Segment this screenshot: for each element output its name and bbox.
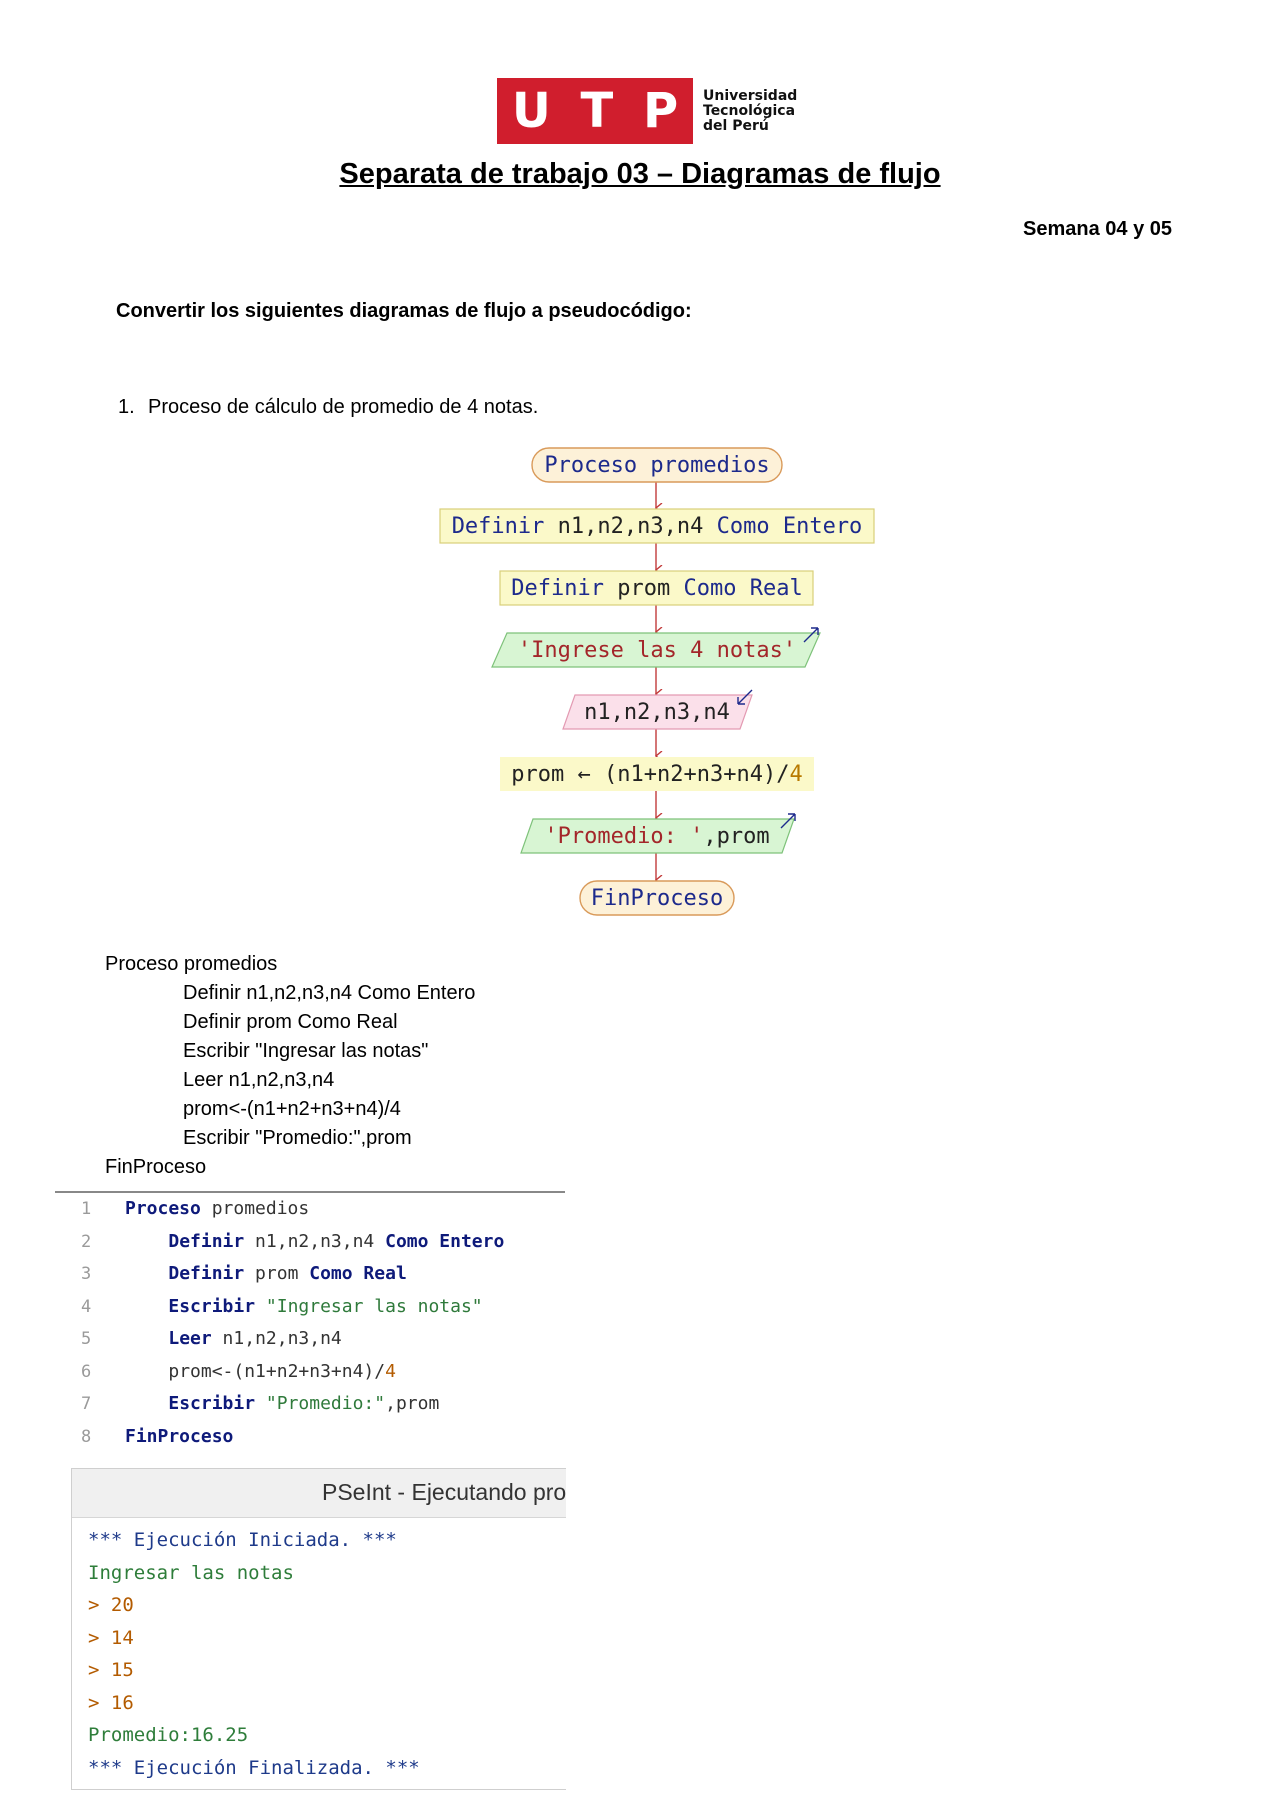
execution-console: [71, 1468, 566, 1790]
console-line: > 20: [88, 1594, 134, 1616]
svg-text:Definir prom Como: [511, 576, 802, 601]
logo-mark: [497, 78, 693, 144]
code-keyword: Escribir: [168, 1295, 256, 1317]
code-line: [55, 1291, 565, 1324]
code-line: [55, 1356, 565, 1389]
list-item-number: 1.: [118, 396, 135, 418]
pseudocode-line: Leer n1,n2,n3,n4: [183, 1069, 335, 1091]
logo-letter-t: T: [580, 83, 614, 139]
logo-wordmark: [703, 89, 797, 134]
code-keyword: Como Real: [309, 1263, 407, 1284]
logo-letter-u: U: [511, 83, 551, 139]
code-identifier: prom<-(n1+n2+n3+n4)/: [168, 1360, 386, 1382]
pseudocode-line: Proceso promedios: [105, 953, 278, 975]
flow-end-terminal: [580, 881, 734, 915]
flow-input-notes: [563, 690, 752, 729]
instruction-text: Convertir los siguientes diagramas de flujo a pseudocódigo:: [116, 300, 692, 322]
code-line: [55, 1193, 565, 1226]
line-number: 7: [81, 1394, 92, 1414]
line-number: 2: [81, 1231, 92, 1252]
line-number: 5: [81, 1329, 92, 1349]
code-line: [55, 1323, 565, 1356]
line-number: 8: [81, 1426, 92, 1447]
flow-define-vars: n1,n2,n3,n4: [557, 514, 704, 539]
code-line: [55, 1388, 565, 1421]
flow-output-string: 'Promedio: ': [544, 824, 704, 849]
logo-line-1: Universidad: [703, 87, 798, 104]
line-number: 3: [81, 1264, 92, 1284]
code-keyword: FinProceso: [125, 1425, 234, 1447]
code-line: [55, 1258, 565, 1291]
console-output: [72, 1518, 566, 1784]
logo-letter-p: P: [642, 83, 679, 139]
console-line: *** Ejecución Iniciada. ***: [88, 1529, 397, 1551]
code-identifier: n1,n2,n3,n4: [244, 1230, 386, 1252]
code-number: 4: [385, 1360, 396, 1382]
code-keyword: Definir: [168, 1263, 245, 1284]
flow-define2-type: Como Real: [683, 576, 803, 601]
flow-define-kw: Definir: [451, 514, 545, 539]
logo-line-3: del Perú: [703, 117, 769, 134]
line-number: 6: [81, 1361, 92, 1382]
flow-define2-vars: prom: [617, 576, 671, 601]
code-keyword: Proceso: [125, 1198, 201, 1219]
code-identifier: n1,n2,n3,n4: [211, 1328, 342, 1349]
flow-input-label: n1,n2,n3,n4: [584, 700, 730, 725]
flow-output-result: [521, 814, 795, 853]
flow-define2-kw: Definir: [511, 576, 605, 601]
flow-output-prompt: [492, 628, 820, 667]
console-line: > 16: [88, 1691, 134, 1714]
svg-text:prom ← (n1+n2+n3+n4)/4: [511, 762, 802, 787]
flow-start-terminal: [532, 448, 782, 482]
flow-define-real: [500, 571, 813, 605]
pseudocode-block: [105, 950, 475, 1182]
code-keyword: Leer: [168, 1328, 212, 1349]
code-keyword: Definir: [168, 1230, 245, 1252]
flow-output-var: ,prom: [703, 824, 770, 849]
console-line: > 14: [88, 1626, 134, 1649]
svg-text:Definir n1,n2,n3,n4: [452, 514, 863, 539]
code-line: [55, 1421, 565, 1454]
code-editor: [55, 1191, 565, 1453]
console-line: *** Ejecución Finalizada. ***: [88, 1756, 420, 1779]
flow-assign-divisor: 4: [789, 762, 803, 787]
console-title: PSeInt - Ejecutando pro: [322, 1479, 566, 1505]
flow-assign-expr: prom ← (n1+n2+n3+n4)/: [511, 762, 790, 787]
list-item-text: Proceso de cálculo de promedio de 4 notas.: [148, 396, 539, 418]
pseudocode-line: Definir prom Como Real: [183, 1011, 398, 1033]
code-keyword: Como Entero: [385, 1230, 505, 1252]
code-string: "Ingresar las notas": [255, 1295, 483, 1317]
code-line: [55, 1226, 565, 1259]
code-string: "Promedio:": [255, 1393, 386, 1414]
code-keyword: Escribir: [168, 1393, 256, 1414]
code-identifier: promedios: [200, 1198, 310, 1219]
logo-line-2: Tecnológica: [703, 102, 796, 119]
console-titlebar: [72, 1469, 566, 1518]
flow-output-prompt-label: 'Ingrese las 4 notas': [517, 638, 797, 663]
flow-assign-average: [500, 757, 814, 791]
week-label: Semana 04 y 05: [1023, 218, 1172, 240]
utp-logo: [497, 78, 797, 144]
flow-start-label: Proceso promedios: [544, 453, 770, 478]
code-identifier: ,prom: [385, 1393, 440, 1414]
pseudocode-line: Escribir "Promedio:",prom: [183, 1127, 412, 1149]
pseudocode-line: FinProceso: [105, 1156, 207, 1178]
pseudocode-line: Escribir "Ingresar las notas": [183, 1040, 429, 1062]
console-line: Ingresar las notas: [88, 1561, 294, 1584]
flow-define-integers: [440, 509, 874, 543]
flow-end-label: FinProceso: [590, 886, 724, 911]
line-number: 1: [81, 1199, 92, 1219]
flowchart: [0, 440, 1280, 930]
console-line: > 15: [88, 1659, 134, 1681]
pseudocode-line: Definir n1,n2,n3,n4 Como Entero: [183, 982, 476, 1004]
svg-text:'Promedio: ',prom: [544, 824, 769, 849]
list-item: [118, 396, 538, 419]
flow-define-type: Como Entero: [716, 514, 863, 539]
code-identifier: prom: [244, 1263, 310, 1284]
console-line: Promedio:16.25: [88, 1724, 249, 1746]
line-number: 4: [81, 1296, 92, 1317]
document-title: Separata de trabajo 03 – Diagramas de flujo: [339, 158, 941, 190]
pseudocode-line: prom<-(n1+n2+n3+n4)/4: [183, 1098, 401, 1120]
